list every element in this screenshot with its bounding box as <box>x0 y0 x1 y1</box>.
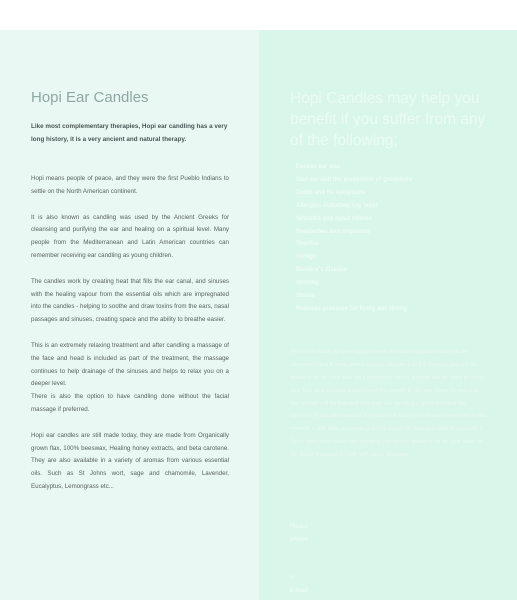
benefits-list <box>290 161 490 316</box>
list-item: Colds and flu symptoms <box>296 189 366 196</box>
benefits-title: Hopi Candles may help you benefit if you suffer from any of the following; <box>290 90 486 149</box>
list-item: Snoring <box>296 280 319 287</box>
paragraph-massage: This is an extremely relaxing treatment and after candling a massage of the face and head is included as part of the treatment, the massage continues to help drainage of the sinuses and helps to relax you on a deeper level. <box>31 341 229 388</box>
paragraph-history: It is also known as candling was used by the Ancient Greeks for cleansing and purifying the ear and healing on a spiritual level. Many people from the Mediterranean and Latin American countries can remember receiving ear candling as young children. <box>31 213 229 259</box>
right-content <box>290 88 490 503</box>
contact-phone <box>290 521 308 547</box>
paragraph-how-it-works: The candles work by creating heat that fills the ear canal, and sinuses with the healing vapour from the essential oils which are impregnated into the candles - helping to soothe and draw toxins from the ears, nasal passages and sinuses, creating space and the ability to breathe easier. <box>31 277 229 324</box>
page-title: Hopi Ear Candles <box>31 89 149 106</box>
treatment-description: When you arrive for your appointment a medical questionnaire will be completed and if there are no contraindications to the therapy you will be asked to lie on your side on a treatment couch. A towel will be used to cover your hair and a guard around over the candle to the ear closer to your ear. The candle will be inserted into your ear creating a good feel and the candlelit. It can take around 10 minutes to burn in each ear(sometimes a little more or a little less, depending on the health of your ears and sinuses etc.). Once both sides have had candling you will be asked to lie on your back for the facial massage to help with sinus drainage. <box>290 348 488 459</box>
list-item: Stress <box>296 293 315 300</box>
top-band <box>0 0 517 30</box>
list-item: Headaches and migraines <box>296 228 371 235</box>
list-item: Tinnitus <box>296 241 320 248</box>
intro-text: Like most complementary therapies, Hopi ear candling has a very long history, it is a very ancient and natural therapy. <box>31 123 228 143</box>
list-item: Reduces pressure for flying and diving <box>296 305 408 312</box>
phone-link[interactable]: phone <box>290 537 308 543</box>
paragraph-hopi-meaning: Hopi means people of peace, and they were the first Pueblo Indians to settle on the North American continent. <box>31 175 229 195</box>
list-item: Excess ear wax <box>296 164 341 170</box>
contact-email <box>290 572 308 598</box>
list-item: Glut ear and the prevention of grommets <box>296 176 413 183</box>
paragraph-ingredients: Hopi ear candles are still made today, they are made from Organically grown flax, 100% beeswax, Healing honey extracts, and beta carotene. They are also available in a variety of aromas from various essential oils. Such as St Johns wort, sage and chamomile, Lavender, Eucalyptus, Lemongrass etc... <box>31 431 229 490</box>
email-link[interactable]: E-mail <box>290 588 309 594</box>
contact-email-label: or <box>290 575 296 581</box>
contact-phone-label: Please <box>290 524 309 530</box>
list-item: Vertigo <box>296 254 317 261</box>
list-item: Meniere's disease <box>296 267 348 274</box>
paragraph-option: There is also the option to have candling done without the facial massage if preferred. <box>31 393 229 413</box>
left-content <box>31 88 229 507</box>
list-item: Sinusitis and nasal rhinitis <box>296 215 373 222</box>
list-item: Allergies including hay fever <box>296 202 378 209</box>
